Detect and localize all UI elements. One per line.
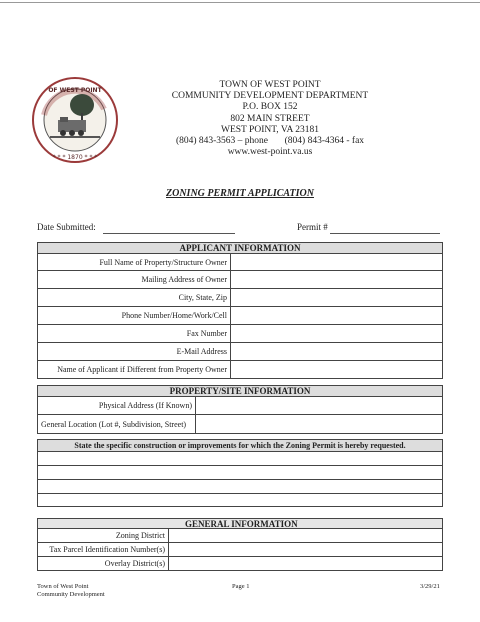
general-section-title: GENERAL INFORMATION <box>185 519 298 529</box>
phone-number-label: Phone Number/Home/Work/Cell <box>38 307 231 325</box>
owner-name-label: Full Name of Property/Structure Owner <box>38 254 231 271</box>
footer-town: Town of West Point <box>37 583 89 590</box>
city-state-zip-field[interactable] <box>231 289 443 307</box>
applicant-section-heading: APPLICANT INFORMATION <box>37 242 443 254</box>
general-table <box>37 528 443 571</box>
svg-text:* * * 1870 * * *: * * * 1870 * * * <box>52 154 98 161</box>
construction-line-2 <box>37 479 443 480</box>
phone-number-field[interactable] <box>231 307 443 325</box>
header-website[interactable]: www.west-point.va.us <box>227 147 313 158</box>
property-section-heading: PROPERTY/SITE INFORMATION <box>37 385 443 397</box>
city-state-zip-label: City, State, Zip <box>38 289 231 307</box>
department-header <box>140 80 400 158</box>
top-rule <box>0 2 480 3</box>
footer-left <box>37 583 105 599</box>
table-row <box>38 325 443 343</box>
email-address-field[interactable] <box>231 343 443 361</box>
applicant-name-field[interactable] <box>231 361 443 379</box>
table-row <box>38 254 443 271</box>
construction-line-3 <box>37 493 443 494</box>
property-table <box>37 396 443 434</box>
email-address-label: E-Mail Address <box>38 343 231 361</box>
header-department: COMMUNITY DEVELOPMENT DEPARTMENT <box>171 91 369 102</box>
header-po-box: P.O. BOX 152 <box>242 102 298 113</box>
svg-text:OF WEST POINT: OF WEST POINT <box>48 87 102 94</box>
general-location-label: General Location (Lot #, Subdivision, Street) <box>38 415 196 434</box>
footer-date: 3/29/21 <box>420 583 440 590</box>
table-row <box>38 343 443 361</box>
fax-number-label: Fax Number <box>38 325 231 343</box>
construction-section-heading: State the specific construction or improvements for which the Zoning Permit is hereby requested. <box>37 439 443 452</box>
applicant-name-label: Name of Applicant if Different from Property Owner <box>38 361 231 379</box>
mailing-address-label: Mailing Address of Owner <box>38 271 231 289</box>
tax-parcel-label: Tax Parcel Identification Number(s) <box>38 543 169 557</box>
mailing-address-field[interactable] <box>231 271 443 289</box>
physical-address-label: Physical Address (If Known) <box>38 397 196 415</box>
header-town: TOWN OF WEST POINT <box>219 80 321 90</box>
table-row <box>38 543 443 557</box>
overlay-district-label: Overlay District(s) <box>38 557 169 571</box>
town-seal-logo <box>30 75 120 165</box>
physical-address-field[interactable] <box>196 397 443 415</box>
construction-line-1 <box>37 465 443 466</box>
date-submitted-label: Date Submitted: <box>37 222 96 232</box>
permit-number-label: Permit # <box>297 222 328 232</box>
owner-name-field[interactable] <box>231 254 443 271</box>
date-submitted-field[interactable] <box>103 233 235 234</box>
footer-department: Community Development <box>37 591 105 598</box>
table-row <box>38 557 443 571</box>
table-row <box>38 361 443 379</box>
applicant-table <box>37 253 443 379</box>
table-row <box>38 289 443 307</box>
permit-number-field[interactable] <box>330 233 440 234</box>
header-phone-fax: (804) 843-3563 – phone (804) 843-4364 - fax <box>175 136 365 147</box>
general-location-field[interactable] <box>196 415 443 434</box>
header-city: WEST POINT, VA 23181 <box>220 124 319 135</box>
header-street: 802 MAIN STREET <box>230 113 310 124</box>
table-row <box>38 397 443 415</box>
tax-parcel-field[interactable] <box>169 543 443 557</box>
table-row <box>38 415 443 434</box>
zoning-district-field[interactable] <box>169 529 443 543</box>
overlay-district-field[interactable] <box>169 557 443 571</box>
table-row <box>38 529 443 543</box>
form-title: ZONING PERMIT APPLICATION <box>166 188 314 199</box>
fax-number-field[interactable] <box>231 325 443 343</box>
zoning-district-label: Zoning District <box>38 529 169 543</box>
table-row <box>38 271 443 289</box>
table-row <box>38 307 443 325</box>
footer-page-number: Page 1 <box>232 583 250 590</box>
